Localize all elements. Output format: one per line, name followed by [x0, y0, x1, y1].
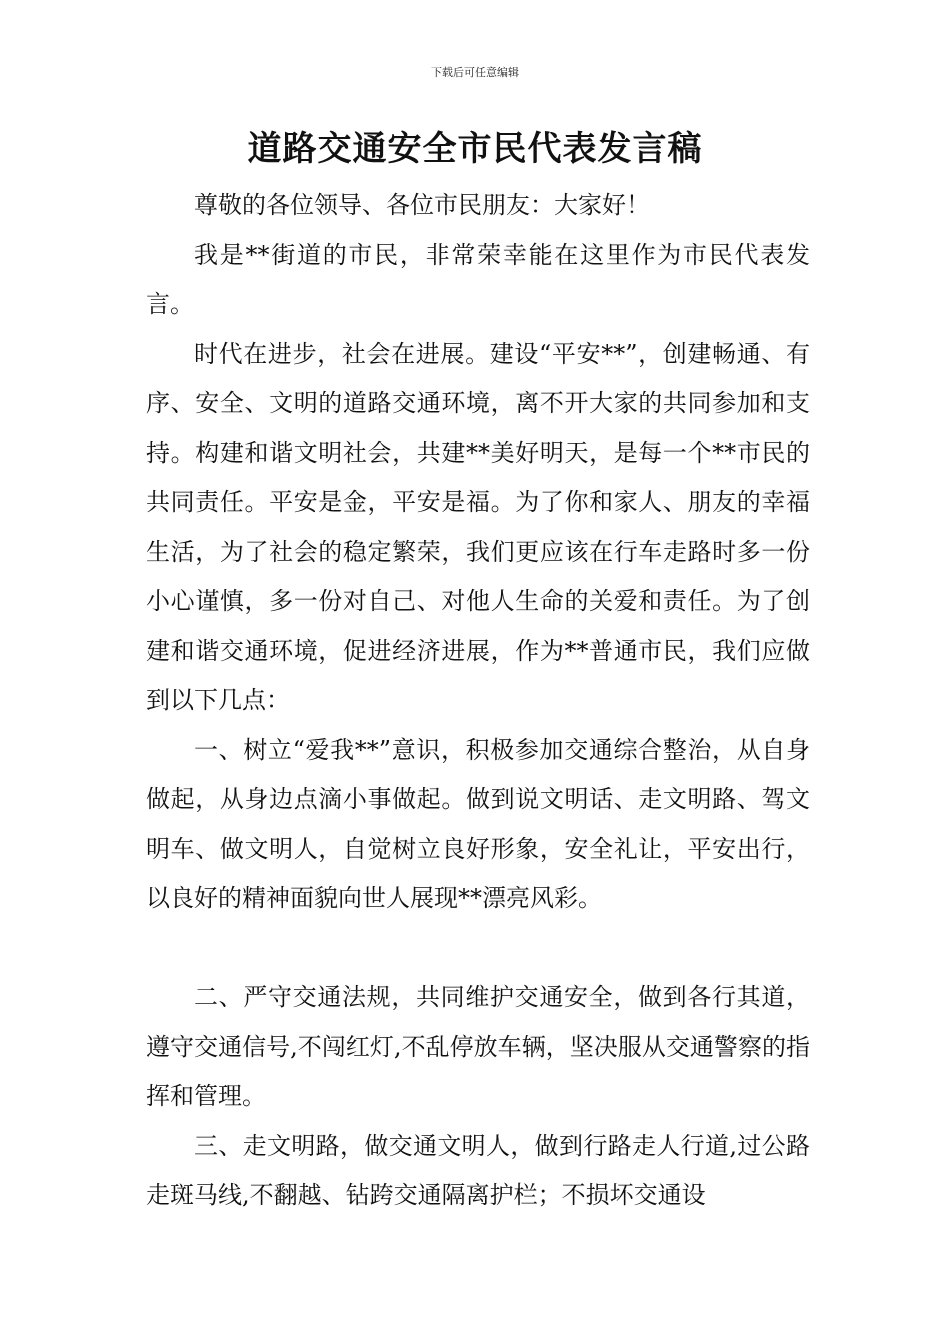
page-title: 道路交通安全市民代表发言稿: [247, 129, 703, 169]
paragraph-background: 时代在进步，社会在进展。建设“平安**”，创建畅通、有序、安全、文明的道路交通环境，离不开大家的共同参加和支持。构建和谐文明社会，共建**美好明天，是每一个**市民的共同责任。平安是金，平安是福。为了你和家人、朋友的幸福生活，为了社会的稳定繁荣，我们更应该在行车走路时多一份小心谨慎，多一份对自己、对他人生命的关爱和责任。为了创建和谐交通环境，促进经济进展，作为**普通市民，我们应做到以下几点：: [146, 339, 810, 714]
paragraph-intro: 我是**街道的市民，非常荣幸能在这里作为市民代表发言。: [146, 240, 810, 318]
document-body: [146, 181, 810, 1221]
paragraph-point-1: 一、树立“爱我**”意识，积极参加交通综合整治，从自身做起，从身边点滴小事做起。做到说文明话、走文明路、驾文明车、做文明人，自觉树立良好形象，安全礼让，平安出行，以良好的精神面貌向世人展现**漂亮风彩。: [146, 735, 810, 912]
paragraph-point-2: 二、严守交通法规，共同维护交通安全，做到各行其道，遵守交通信号,不闯红灯,不乱停放车辆，坚决服从交通警察的指挥和管理。: [146, 983, 810, 1110]
paragraph-salutation: 尊敬的各位领导、各位市民朋友：大家好！: [194, 191, 650, 219]
header-note: 下载后可任意编辑: [431, 66, 519, 79]
paragraph-point-3: 三、走文明路，做交通文明人，做到行路走人行道,过公路走斑马线,不翻越、钻跨交通隔离护栏；不损坏交通设: [146, 1131, 810, 1209]
